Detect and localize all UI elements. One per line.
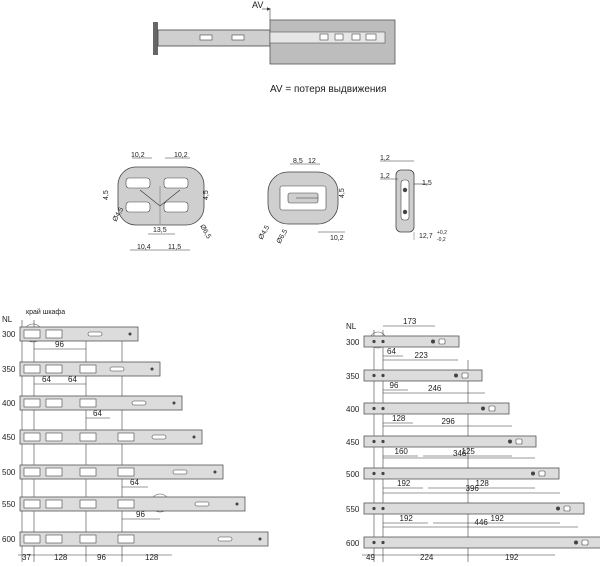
dim-label: 64 [42, 375, 51, 384]
nl-label: 500 [346, 470, 360, 479]
svg-text:1,2: 1,2 [380, 173, 390, 180]
dim-label: 192 [490, 514, 504, 523]
end-hole [173, 402, 176, 405]
mount-slot [24, 535, 40, 543]
end-hole [556, 507, 560, 511]
mount-slot [46, 365, 62, 373]
mount-slot [46, 433, 62, 441]
mount-slot [80, 399, 96, 407]
mount-hole [372, 507, 375, 510]
svg-text:11,5: 11,5 [168, 244, 182, 251]
dim-label: 192 [397, 479, 411, 488]
svg-text:Ø6,5: Ø6,5 [275, 228, 290, 245]
end-slot [564, 506, 570, 511]
end-hole [259, 538, 262, 541]
end-slot [132, 401, 146, 405]
mount-hole [372, 440, 375, 443]
nl-label: 600 [346, 539, 360, 548]
dim-label: 296 [441, 417, 455, 426]
mount-hole [381, 440, 384, 443]
nl-label: 550 [346, 505, 360, 514]
mount-plate-middle [258, 158, 346, 245]
end-hole [214, 471, 217, 474]
svg-text:192: 192 [505, 553, 519, 562]
end-slot [195, 502, 209, 506]
end-slot [110, 367, 124, 371]
svg-text:1,5: 1,5 [422, 180, 432, 187]
mount-hole [381, 374, 384, 377]
svg-text:128: 128 [54, 553, 68, 562]
nl-label: 400 [346, 405, 360, 414]
mount-slot [46, 535, 62, 543]
mount-slot [24, 500, 40, 508]
svg-text:1,2: 1,2 [380, 155, 390, 162]
svg-text:10,2: 10,2 [131, 152, 145, 159]
mount-hole [381, 407, 384, 410]
slide-illustration [153, 0, 395, 64]
svg-text:224: 224 [420, 553, 434, 562]
mount-slot [80, 468, 96, 476]
mount-hole [372, 541, 375, 544]
end-hole [236, 503, 239, 506]
nl-label: 350 [2, 365, 16, 374]
dim-label: 446 [474, 518, 488, 527]
end-slot [489, 406, 495, 411]
mount-hole [372, 374, 375, 377]
mount-slot [80, 535, 96, 543]
end-slot [462, 373, 468, 378]
dim-label: 396 [465, 484, 479, 493]
end-hole [531, 472, 535, 476]
mount-hole [372, 472, 375, 475]
left-row-600 [2, 532, 268, 546]
mount-slot [24, 468, 40, 476]
mount-hole [381, 340, 384, 343]
svg-text:8,5: 8,5 [293, 158, 303, 165]
av-label: AV [252, 0, 264, 10]
right-nl-header: NL [346, 322, 357, 331]
left-row-450 [2, 430, 202, 444]
svg-text:4,5: 4,5 [339, 188, 346, 198]
end-slot [218, 537, 232, 541]
svg-text:Ø6,5: Ø6,5 [198, 223, 212, 241]
dim-label: 64 [387, 347, 396, 356]
mount-slot [118, 535, 134, 543]
left-row-550 [2, 497, 245, 519]
dim-label: 346 [453, 449, 467, 458]
mount-hole [381, 472, 384, 475]
dim-label: 160 [394, 447, 408, 456]
right-mounting-chart [346, 317, 600, 562]
dim-label: 96 [55, 340, 64, 349]
end-hole [574, 541, 578, 545]
mount-hole [372, 340, 375, 343]
end-hole [481, 407, 485, 411]
rail-profile-section [380, 155, 447, 243]
slide-rail [364, 537, 600, 548]
mount-slot [46, 399, 62, 407]
slide-rail [364, 468, 559, 479]
nl-label: 350 [346, 372, 360, 381]
svg-text:10,2: 10,2 [330, 235, 344, 242]
end-hole [454, 374, 458, 378]
mount-slot [80, 500, 96, 508]
svg-text:4,5: 4,5 [103, 190, 110, 200]
mount-slot [24, 433, 40, 441]
mount-slot [118, 468, 134, 476]
left-row-400 [2, 396, 182, 418]
dim-label: 64 [68, 375, 77, 384]
svg-text:13,5: 13,5 [153, 227, 167, 234]
right-row-450 [346, 417, 536, 456]
mount-slot [24, 399, 40, 407]
end-slot [439, 339, 445, 344]
right-row-500 [346, 449, 559, 488]
left-row-500 [2, 465, 223, 487]
svg-text:Ø4,5: Ø4,5 [111, 206, 126, 223]
svg-text:37: 37 [22, 553, 31, 562]
dim-label: 125 [461, 447, 475, 456]
end-slot [88, 332, 102, 336]
mount-hole [372, 407, 375, 410]
nl-label: 550 [2, 500, 16, 509]
extended-rail [158, 30, 270, 46]
right-row-350 [346, 351, 482, 390]
mount-slot [46, 330, 62, 338]
left-mounting-chart [2, 308, 268, 562]
mount-slot [118, 500, 134, 508]
end-slot [539, 471, 545, 476]
nl-label: 400 [2, 399, 16, 408]
end-slot [582, 540, 588, 545]
end-slot [173, 470, 187, 474]
svg-text:Ø4,5: Ø4,5 [257, 224, 272, 241]
end-hole [193, 436, 196, 439]
left-row-300 [2, 327, 138, 349]
end-hole [508, 440, 512, 444]
svg-text:49: 49 [366, 553, 375, 562]
dim-label: 223 [414, 351, 428, 360]
dim-label: 128 [475, 479, 489, 488]
right-row-300 [346, 317, 459, 356]
mount-slot [80, 365, 96, 373]
end-hole [151, 368, 154, 371]
svg-text:10,2: 10,2 [174, 152, 188, 159]
slide-rail [20, 396, 182, 410]
nl-label: 600 [2, 535, 16, 544]
dim-label: 64 [93, 409, 102, 418]
mount-slot [46, 500, 62, 508]
mount-hole [381, 507, 384, 510]
mount-slot [118, 433, 134, 441]
mount-slot [24, 330, 40, 338]
right-row-600 [346, 518, 600, 548]
slide-rail [364, 503, 584, 514]
cabinet-edge-label: край шкафа [26, 309, 66, 316]
dim-label: 128 [392, 414, 406, 423]
svg-text:+0,2: +0,2 [437, 230, 447, 236]
nl-label: 300 [2, 330, 16, 339]
right-row-550 [346, 484, 584, 523]
av-caption: AV = потеря выдвижения [270, 84, 387, 95]
mount-plate-left [103, 152, 212, 251]
right-row-400 [346, 384, 509, 423]
end-slot [516, 439, 522, 444]
cabinet-wall [153, 22, 158, 55]
left-nl-header: NL [2, 315, 13, 324]
nl-label: 300 [346, 338, 360, 347]
svg-text:10,4: 10,4 [137, 244, 151, 251]
svg-text:12,7: 12,7 [419, 233, 433, 240]
svg-text:96: 96 [97, 553, 106, 562]
nl-label: 450 [2, 433, 16, 442]
dim-label: 192 [399, 514, 413, 523]
dim-label: 96 [389, 381, 399, 390]
dim-label: 64 [130, 478, 139, 487]
slide-rail [364, 403, 509, 414]
nl-label: 450 [346, 438, 360, 447]
mount-slot [80, 433, 96, 441]
end-hole [431, 340, 435, 344]
dim-label: 173 [403, 317, 417, 326]
mount-slot [24, 365, 40, 373]
left-row-350 [2, 362, 160, 384]
nl-label: 500 [2, 468, 16, 477]
svg-text:4,5: 4,5 [203, 190, 210, 200]
end-hole [129, 333, 132, 336]
mount-hole [381, 541, 384, 544]
svg-text:128: 128 [145, 553, 159, 562]
end-slot [152, 435, 166, 439]
svg-text:-0,2: -0,2 [437, 237, 446, 243]
svg-text:12: 12 [308, 158, 316, 165]
dim-label: 96 [136, 510, 145, 519]
dim-label: 246 [428, 384, 442, 393]
mount-slot [46, 468, 62, 476]
